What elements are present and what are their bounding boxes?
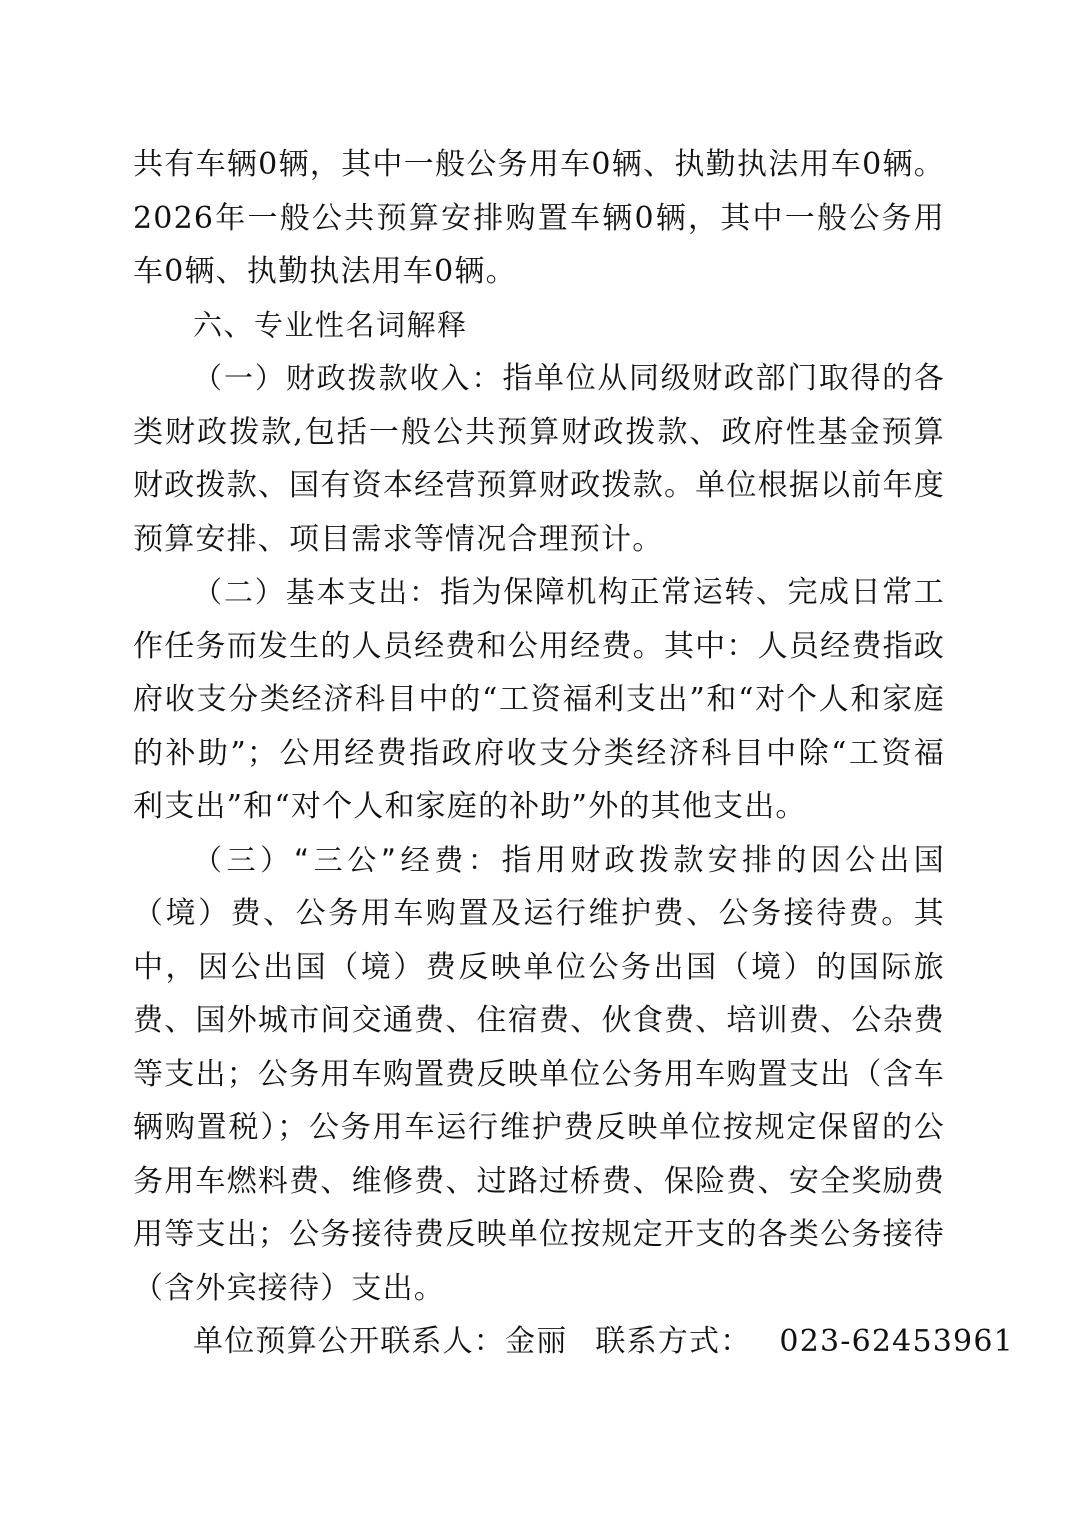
contact-line [133,1315,1014,1369]
document-body [133,138,1014,1369]
definition-term: （一）财政拨款收入： [193,361,503,395]
vehicle-count-paragraph: 共有车辆0辆，其中一般公务用车0辆、执勤执法用车0辆。2026年一般公共预算安排购置车辆0辆，其中一般公务用车0辆、执勤执法用车0辆。 [133,147,945,289]
contact-person-label: 单位预算公开联系人： [193,1324,505,1359]
definition-term: （三）“三公”经费： [193,842,502,877]
definition-text: 指为保障机构正常运转、完成日常工作任务而发生的人员经费和公用经费。其中：人员经费指政府收支分类经济科目中的“工资福利支出”和“对个人和家庭的补助”；公用经费指政府收支分类经济科目中除“工资福利支出”和“对个人和家庭的补助”外的其他支出。 [133,575,945,824]
definition-text: 指用财政拨款安排的因公出国（境）费、公务用车购置及运行维护费、公务接待费。其中，因公出国（境）费反映单位公务出国（境）的国际旅费、国外城市间交通费、住宿费、伙食费、培训费、公杂费等支出；公务用车购置费反映单位公务用车购置支出（含车辆购置税）；公务用车运行维护费反映单位按规定保留的公务用车燃料费、维修费、过路过桥费、保险费、安全奖励费用等支出；公务接待费反映单位按规定开支的各类公务接待（含外宾接待）支出。 [133,842,945,1306]
definition-text: 指单位从同级财政部门取得的各类财政拨款,包括一般公共预算财政拨款、政府性基金预算财政拨款、国有资本经营预算财政拨款。单位根据以前年度预算安排、项目需求等情况合理预计。 [133,361,945,557]
contact-phone: 023-62453961 [779,1324,1014,1359]
definition-paragraph-basic-expenditure [133,566,945,834]
definition-term: （二）基本支出： [193,575,441,609]
contact-person-name: 金丽 [505,1324,568,1359]
definition-paragraph-fiscal-appropriation [133,352,945,566]
definition-paragraph-three-public-expenses [133,834,945,1316]
contact-method-label: 联系方式： [595,1324,752,1359]
section-heading: 六、专业性名词解释 [193,307,468,342]
